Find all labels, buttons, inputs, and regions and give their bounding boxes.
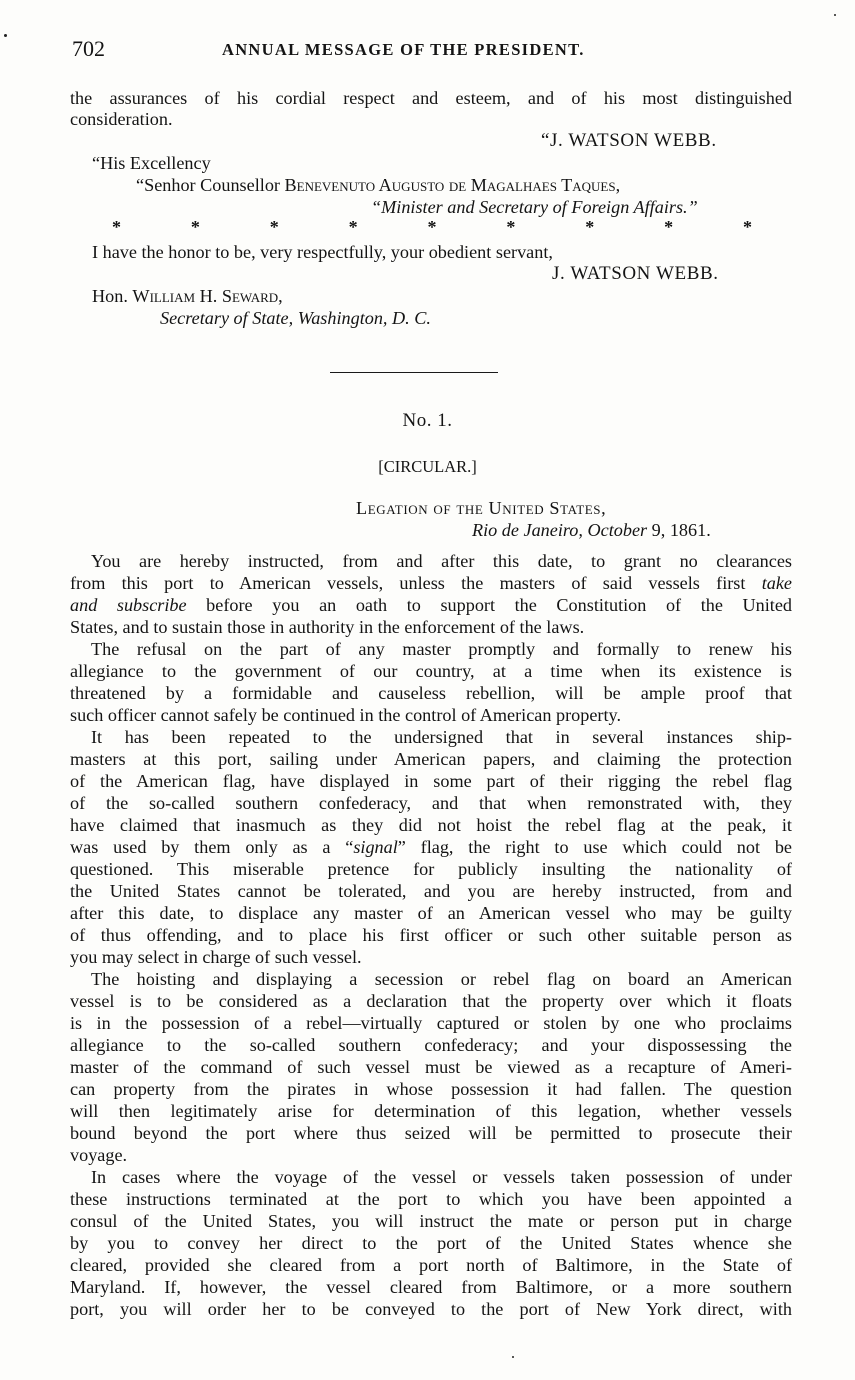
text-line: You are hereby instructed, from and after this date, to grant no clearances (91, 551, 792, 571)
scan-speck (4, 34, 7, 37)
text-line: such officer cannot safely be continued in the control of American property. (70, 705, 621, 725)
page-header (72, 36, 796, 62)
text-line (70, 572, 792, 594)
text-line: is in the possession of a rebel—virtually captured or stolen by one who proclaims (70, 1013, 792, 1033)
text-line: threatened by a formidable and causeless rebellion, will be ample proof that (70, 683, 792, 703)
text-line: consideration. (70, 109, 173, 129)
text-line: master of the command of such vessel must be viewed as a recapture of Ameri- (70, 1057, 792, 1077)
text-segment-italic: and subscribe (70, 595, 187, 615)
section-divider (330, 372, 498, 373)
place-date (472, 519, 711, 541)
addressee-name (136, 174, 620, 196)
text-segment-italic: take (761, 573, 792, 593)
text-line: questioned. This miserable pretence for publicly insulting the nationality of (70, 859, 792, 879)
text-line: Maryland. If, however, the vessel cleared from Baltimore, or a more southern (70, 1277, 792, 1297)
text-line: of thus offending, and to place his first officer or such other suitable person as (70, 925, 792, 945)
date-rest: 9, 1861. (647, 520, 711, 540)
text-line: will then legitimately arise for determination of this legation, whether vessels (70, 1101, 792, 1121)
star-mark: * (348, 217, 358, 237)
text-line: port, you will order her to be conveyed to the port of New York direct, with (70, 1299, 792, 1319)
star-mark: * (743, 217, 752, 237)
text-line: The refusal on the part of any master promptly and formally to renew his (91, 639, 792, 659)
text-line: you may select in charge of such vessel. (70, 947, 362, 967)
text-segment: before you an oath to support the Constitution of the United (186, 595, 793, 615)
text-line: masters at this port, sailing under American papers, and claiming the protection (70, 749, 792, 769)
text-line: the assurances of his cordial respect and esteem, and of his most distinguished (70, 88, 792, 108)
addressee-title: “Minister and Secretary of Foreign Affairs.” (371, 197, 698, 217)
text-segment: ” flag, the right to use which could not be (397, 837, 792, 857)
text-line (70, 594, 792, 616)
star-mark: * (506, 217, 516, 237)
star-mark: * (664, 217, 674, 237)
recipient-name (92, 285, 283, 307)
signature: “J. WATSON WEBB. (541, 130, 717, 151)
text-line: consul of the United States, you will instruct the mate or person put in charge (70, 1211, 792, 1231)
text-segment: was used by them only as a “ (70, 837, 354, 857)
text-line (70, 836, 792, 858)
text-line: The hoisting and displaying a secession or rebel flag on board an American (91, 969, 792, 989)
salutation: “His Excellency (92, 153, 211, 173)
star-mark: * (427, 217, 437, 237)
text-segment: from this port to American vessels, unless the masters of said vessels first (70, 573, 762, 593)
text-line: have claimed that inasmuch as they did not hoist the rebel flag at the peak, it (70, 815, 792, 835)
star-mark: * (112, 217, 121, 237)
text-line: vessel is to be considered as a declaration that the property over which it floats (70, 991, 792, 1011)
legation-heading: Legation of the United States, (356, 498, 607, 518)
scan-speck (512, 1356, 514, 1358)
text-line: cleared, provided she cleared from a port north of Baltimore, in the State of (70, 1255, 792, 1275)
text-line: In cases where the voyage of the vessel or vessels taken possession of under (91, 1167, 792, 1187)
text-segment-italic: signal (353, 837, 398, 857)
text-line: these instructions terminated at the port to which you have been appointed a (70, 1189, 792, 1209)
recipient-title: Secretary of State, Washington, D. C. (160, 308, 431, 328)
circular-label: [CIRCULAR.] (378, 457, 477, 476)
scan-speck (834, 14, 836, 16)
addressee-prefix: “Senhor Counsellor (136, 175, 285, 195)
text-line: allegiance to the government of our country, at a time when its existence is (70, 661, 792, 681)
recipient-prefix: Hon. (92, 286, 133, 306)
star-mark: * (190, 217, 200, 237)
text-line: the United States cannot be tolerated, and you are hereby instructed, from and (70, 881, 792, 901)
text-line: bound beyond the port where thus seized will be permitted to prosecute their (70, 1123, 792, 1143)
text-line: after this date, to displace any master of an American vessel who may be guilty (70, 903, 792, 923)
text-line: voyage. (70, 1145, 128, 1165)
star-mark: * (585, 217, 595, 237)
text-line: allegiance to the so-called southern confederacy; and your dispossessing the (70, 1035, 792, 1055)
closing-signature: J. WATSON WEBB. (552, 263, 719, 284)
star-mark: * (269, 217, 279, 237)
text-line: by you to convey her direct to the port of the United States whence she (70, 1233, 792, 1253)
text-line: It has been repeated to the undersigned that in several instances ship- (91, 727, 792, 747)
text-line: of the American flag, have displayed in some part of their rigging the rebel flag (70, 771, 792, 791)
addressee-full-name: Benevenuto Augusto de Magalhaes Taques, (284, 175, 621, 195)
text-line: can property from the pirates in whose possession it had fallen. The question (70, 1079, 792, 1099)
running-head: ANNUAL MESSAGE OF THE PRESIDENT. (222, 40, 585, 59)
closing-line: I have the honor to be, very respectfully, your obedient servant, (92, 242, 553, 262)
circular-number: No. 1. (402, 410, 453, 431)
ellipsis-stars (112, 217, 752, 238)
page-number: 702 (72, 36, 105, 61)
recipient-full-name: William H. Seward, (132, 286, 283, 306)
text-line: States, and to sustain those in authority in the enforcement of the laws. (70, 617, 585, 637)
place-date-italic: Rio de Janeiro, October (472, 520, 648, 540)
text-line: of the so-called southern confederacy, and that when remonstrated with, they (70, 793, 792, 813)
